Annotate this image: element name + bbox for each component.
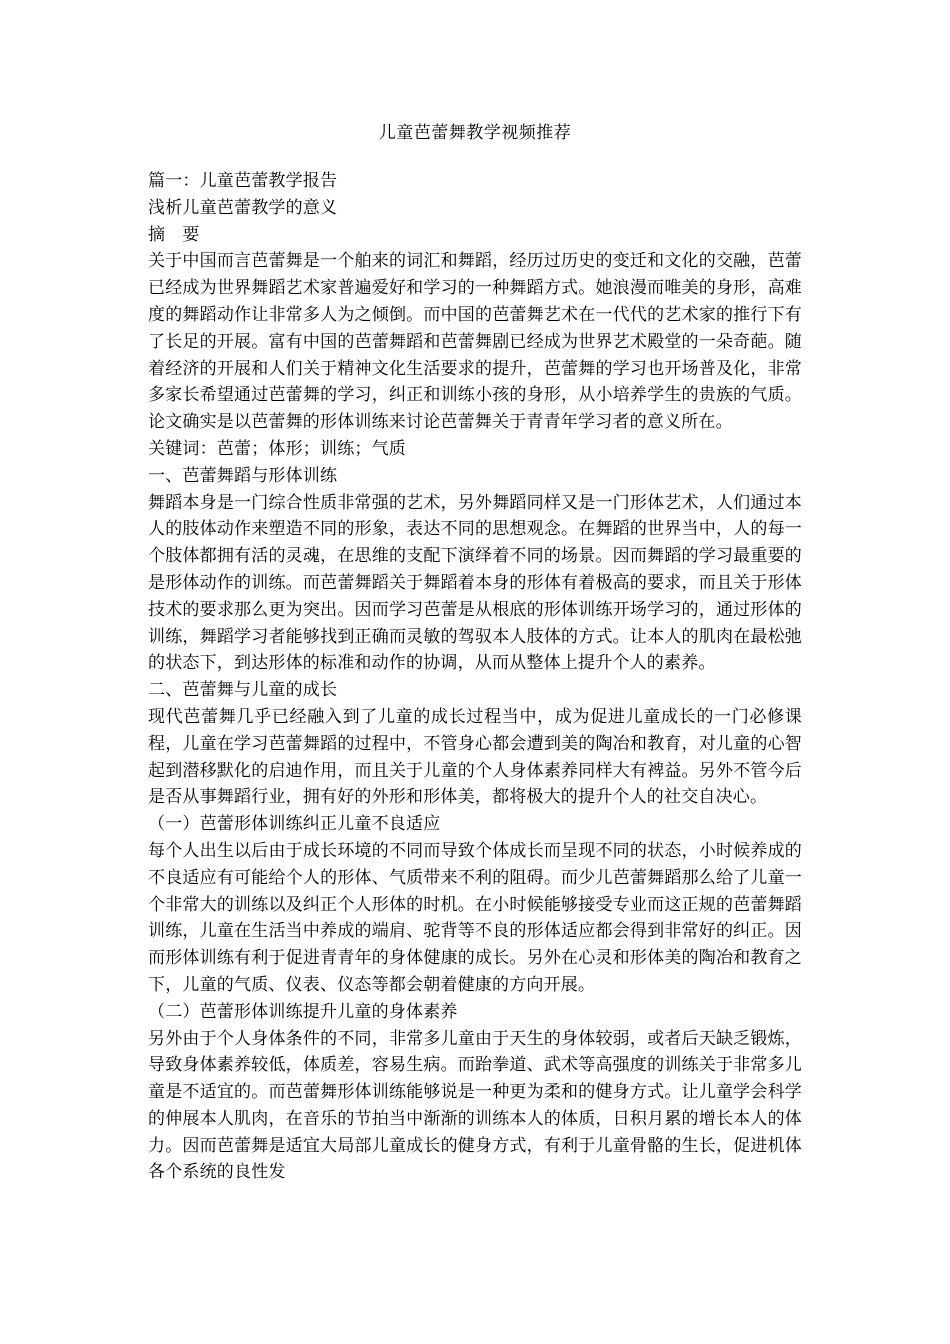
abstract-heading: 摘 要 — [148, 224, 206, 245]
section-paragraph-1: 舞蹈本身是一门综合性质非常强的艺术，另外舞蹈同样又是一门形体艺术，人们通过本人的肢体动作来塑造不同的形象，表达不同的思想观念。在舞蹈的世界当中，人的每一个肢体都拥有活的灵魂，在思维的支配下演绎着不同的场景。因而舞蹈的学习最重要的是形体动作的训练。而芭蕾舞蹈关于舞蹈着本身的形体有着极高的要求，而且关于形体技术的要求那么更为突出。因而学习芭蕾是从根底的形体训练开场学习的，通过形体的训练，舞蹈学习者能够找到正确而灵敏的驾驭本人肢体的方式。让本人的肌肉在最松弛的状态下，到达形体的标准和动作的协调，从而从整体上提升个人的素养。 — [148, 492, 802, 674]
keywords-line: 关键词：芭蕾；体形；训练；气质 — [148, 438, 406, 459]
subsection-heading-2: （二）芭蕾形体训练提升儿童的身体素养 — [148, 1001, 458, 1022]
chapter-heading: 篇一：儿童芭蕾教学报告 — [148, 171, 338, 191]
document-title: 儿童芭蕾舞教学视频推荐 — [378, 123, 572, 143]
subsection-paragraph-1: 每个人出生以后由于成长环境的不同而导致个体成长而呈现不同的状态，小时候养成的不良适应有可能给个人的形体、气质带来不利的阻碍。而少儿芭蕾舞蹈那么给了儿童一个非常大的训练以及纠正个人形体的时机。在小时候能够接受专业而这正规的芭蕾舞蹈训练，儿童在生活当中养成的端肩、驼背等不良的形体适应都会得到非常好的纠正。因而形体训练有利于促进青青年的身体健康的成长。另外在心灵和形体美的陶冶和教育之下，儿童的气质、仪表、仪态等都会朝着健康的方向开展。 — [148, 840, 802, 995]
section-heading-2: 二、芭蕾舞与儿童的成长 — [148, 680, 338, 701]
document-page — [148, 120, 802, 1186]
section-paragraph-2: 现代芭蕾舞几乎已经融入到了儿童的成长过程当中，成为促进儿童成长的一门必修课程，儿童在学习芭蕾舞蹈的过程中，不管身心都会遭到美的陶冶和教育，对儿童的心智起到潜移默化的启迪作用，而且关于儿童的个人身体素养同样大有裨益。另外不管今后是否从事舞蹈行业，拥有好的外形和形体美，都将极大的提升个人的社交自决心。 — [148, 706, 802, 808]
abstract-paragraph: 关于中国而言芭蕾舞是一个舶来的词汇和舞蹈，经历过历史的变迁和文化的交融，芭蕾已经成为世界舞蹈艺术家普遍爱好和学习的一种舞蹈方式。她浪漫而唯美的身形，高难度的舞蹈动作让非常多人为之倾倒。而中国的芭蕾舞艺术在一代代的艺术家的推行下有了长足的开展。富有中国的芭蕾舞蹈和芭蕾舞剧已经成为世界艺术殿堂的一朵奇葩。随着经济的开展和人们关于精神文化生活要求的提升，芭蕾舞的学习也开场普及化，非常多家长希望通过芭蕾舞的学习，纠正和训练小孩的身形，从小培养学生的贵族的气质。论文确实是以芭蕾舞的形体训练来讨论芭蕾舞关于青青年学习者的意义所在。 — [148, 251, 802, 433]
section-heading-1: 一、芭蕾舞蹈与形体训练 — [148, 465, 338, 486]
subsection-paragraph-2: 另外由于个人身体条件的不同，非常多儿童由于天生的身体较弱，或者后天缺乏锻炼，导致身体素养较低，体质差，容易生病。而跆拳道、武术等高强度的训练关于非常多儿童是不适宜的。而芭蕾舞形体训练能够说是一种更为柔和的健身方式。让儿童学会科学的伸展本人肌肉，在音乐的节拍当中渐渐的训练本人的体质，日积月累的增长本人的体力。因而芭蕾舞是适宜大局部儿童成长的健身方式，有利于儿童骨骼的生长，促进机体各个系统的良性发 — [148, 1028, 802, 1183]
article-subtitle: 浅析儿童芭蕾教学的意义 — [148, 197, 338, 218]
subsection-heading-1: （一）芭蕾形体训练纠正儿童不良适应 — [148, 814, 441, 835]
